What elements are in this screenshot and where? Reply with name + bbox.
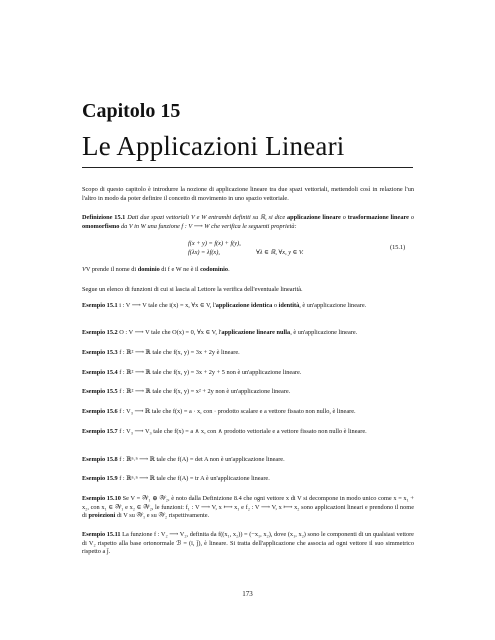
example-15-5: Esempio 15.5 f : ℝ² ⟶ ℝ tale che f(x, y) = x² + 2y non è un'applicazione lineare. (82, 388, 291, 395)
example-15-4: Esempio 15.4 f : ℝ² ⟶ ℝ tale che f(x, y) = 3x + 2y + 5 non è un'applicazione lineare. (82, 369, 302, 376)
page-number: 173 (242, 590, 253, 598)
example-15-1: Esempio 15.1 i : V ⟶ V tale che i(x) = x, ∀x ∈ V, l'applicazione identica o identità, è un'applicazione lineare. (82, 302, 367, 309)
example-15-3: Esempio 15.3 f : ℝ² ⟶ ℝ tale che f(x, y) = 3x + 2y è lineare. (82, 349, 240, 356)
example-15-2: Esempio 15.2 O : V ⟶ V tale che O(x) = 0, ∀x ∈ V, l'applicazione lineare nulla, è un'applicazione lineare. (82, 329, 358, 336)
formula-15-1 (188, 239, 418, 257)
definition-15-1: Definizione 15.1 Dati due spazi vettoriali V e W entrambi definiti su ℝ, si dice applicazione lineare o trasformazione lineare o omomorfismo da V in W una funzione f : V ⟶ W che verifica le seguenti proprietà: (82, 214, 414, 230)
term-omomorfismo: omomorfismo (82, 222, 120, 230)
example-15-11: Esempio 15.11 La funzione f : V₂ ⟶ V₂, definita da f((x₁, x₂)) = (−x₁, x₂), dove (x₁, x₂) sono le componenti di un qualsiasi vettore di V₂ rispetto alla base ortonormale ℬ = (ī, j̄), è lineare. Si tratta dell'applicazione che associa ad ogni vettore il suo simmetrico rispetto a j̄. (82, 531, 414, 555)
formula-quantifier: ∀λ ∈ ℝ, ∀x, y ∈ V. (256, 249, 304, 256)
formula-line-2: f(λx) = λf(x), (188, 249, 220, 256)
intro-paragraph: Scopo di questo capitolo è introdurre la nozione di applicazione lineare tra due spazi vettoriali, mettendoli così in relazione l'un l'altro in modo da poter definire il concetto di movimento in uno spazio vettoriale. (82, 186, 414, 202)
definition-domain-sentence: VV prende il nome di dominio di f e W ne è il codominio. (82, 266, 230, 273)
title-rule (82, 167, 413, 168)
equation-number: (15.1) (390, 244, 406, 251)
list-intro: Segue un elenco di funzioni di cui si lascia al Lettore la verifica dell'eventuale linearità. (82, 286, 303, 293)
example-15-8: Esempio 15.8 f : ℝⁿ˒ⁿ ⟶ ℝ tale che f(A) = det A non è un'applicazione lineare. (82, 456, 285, 463)
term-trasformazione-lineare: trasformazione lineare (347, 214, 409, 221)
term-applicazione-lineare: applicazione lineare (286, 214, 341, 221)
formula-line-1: f(x + y) = f(x) + f(y), (188, 240, 241, 247)
example-15-10: Esempio 15.10 Se V = 𝒲₁ ⊕ 𝒲₂, è noto dalla Definizione 8.4 che ogni vettore x di V si decompone in modo unico come x = x₁ + x₂, con x₁ ∈ 𝒲₁ e x₂ ∈ 𝒲₂, le funzioni: f₁ : V ⟶ V, x ⟼ x₁ e f₂ : V ⟶ V, x ⟼ x₂ sono applicazioni lineari e prendono il nome di proiezioni di V su 𝒲₁ e su 𝒲₂ rispettivamente. (82, 495, 414, 519)
chapter-title: Le Applicazioni Lineari (82, 131, 345, 161)
chapter-label: Capitolo 15 (82, 100, 181, 122)
term-codominio: codominio (200, 266, 229, 273)
example-15-7: Esempio 15.7 f : V₃ ⟶ V₃ tale che f(x) = a ∧ x, con ∧ prodotto vettoriale e a vettore fissato non nullo è lineare. (82, 428, 367, 435)
definition-label: Definizione 15.1 (82, 214, 126, 221)
term-dominio: dominio (137, 266, 160, 273)
example-15-9: Esempio 15.9 f : ℝⁿ˒ⁿ ⟶ ℝ tale che f(A) = tr A è un'applicazione lineare. (82, 475, 270, 482)
example-15-6: Esempio 15.6 f : V₃ ⟶ ℝ tale che f(x) = a · x, con · prodotto scalare e a vettore fissato non nullo, è lineare. (82, 408, 356, 415)
